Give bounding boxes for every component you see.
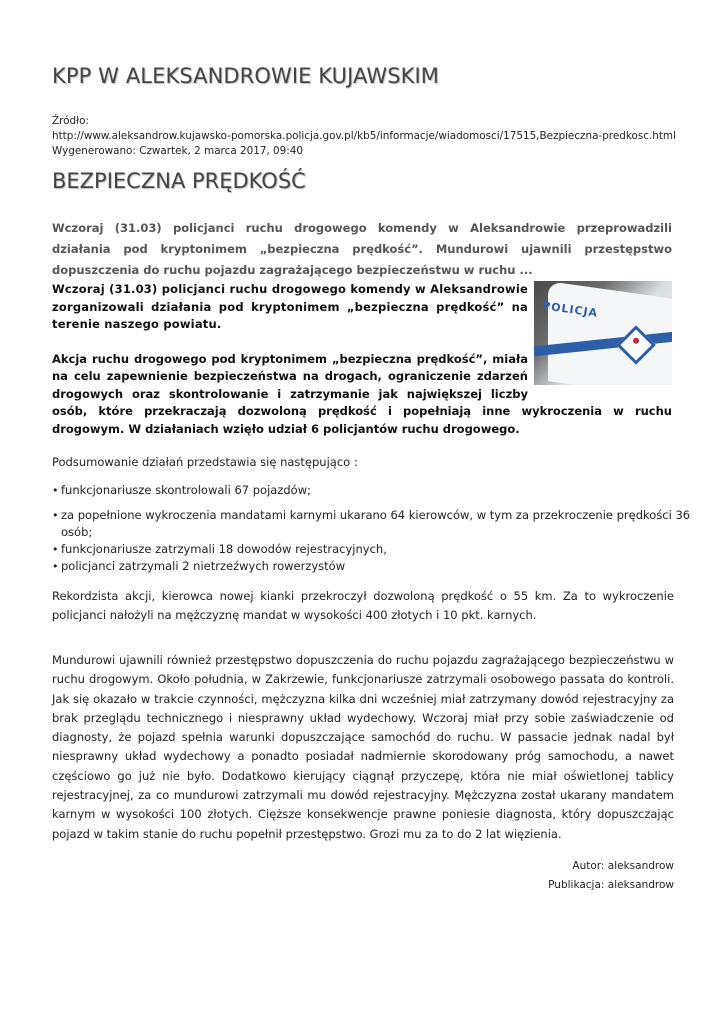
source-label: Źródło: [52,115,89,127]
list-item: • policjanci zatrzymali 2 nietrzeźwych rowerzystów [52,558,692,575]
record-paragraph: Rekordzista akcji, kierowca nowej kianki przekroczył dozwoloną prędkość o 55 km. Za to wykroczenie policjanci nałożyli na mężczyznę mandat w wysokości 400 złotych i 10 pkt. karnych. [52,589,674,622]
police-car-photo: POLICJA [534,281,672,385]
list-item: • funkcjonariusze zatrzymali 18 dowodów rejestracyjnych, [52,541,692,558]
source-url[interactable]: http://www.aleksandrow.kujawsko-pomorska.policja.gov.pl/kb5/informacje/wiadomosci/17515,Bezpieczna-predkosc.html [52,130,676,142]
intro-section [52,281,672,438]
stats-list [52,482,692,575]
intro-paragraph-1: Wczoraj (31.03) policjanci ruchu drogowego komendy w Aleksandrowie zorganizowali działania pod kryptonimem „bezpieczna prędkość” na terenie naszego powiatu. [52,282,528,331]
article-title: BEZPIECZNA PRĘDKOŚĆ [52,169,306,193]
publication-line: Publikacja: aleksandrow [548,879,674,891]
summary-intro: Podsumowanie działań przedstawia się następująco : [52,455,358,469]
source-meta [52,114,692,159]
generated-date: Wygenerowano: Czwartek, 2 marca 2017, 09:40 [52,145,303,157]
site-title: KPP W ALEKSANDROWIE KUJAWSKIM [52,64,440,88]
list-item: • funkcjonariusze skontrolowali 67 pojazdów; [52,482,692,499]
author-line: Autor: aleksandrow [572,860,674,872]
main-paragraph: Mundurowi ujawnili również przestępstwo dopuszczenia do ruchu pojazdu zagrażającego bezpieczeństwu w ruchu drogowym. Około południa, w Zakrzewie, funkcjonariusze zatrzymali osobowego passata do kontroli. Jak się okazało w trakcie czynności, mężczyzna kilka dni wcześniej miał zatrzymany dowód rejestracyjny za brak przeglądu technicznego i niesprawny układ wydechowy. Wczoraj miał przy sobie zaświadczenie od diagnosty, że pojazd spełnia warunki dopuszczające samochód do ruchu. W passacie jednak nadal był niesprawny układ wydechowy a ponadto posiadał nadmiernie skorodowany próg samochodu, a nawet częściowo go już nie było. Dodatkowo kierujący ciągnął przyczepę, która nie miał oświetlonej tablicy rejestracyjnej, za co mundurowi zatrzymali mu dowód rejestracyjny. Mężczyzna został ukarany mandatem karnym w wysokości 100 złotych. Cięższe konsekwencje prawne poniesie diagnosta, który dopuszczając pojazd w takim stanie do ruchu popełnił przestępstwo. Grozi mu za to do 2 lat więzienia. [52,653,674,841]
list-item: • za popełnione wykroczenia mandatami karnymi ukarano 64 kierowców, w tym za przekroczenie prędkości 36 osób; [52,507,692,541]
article-footer [548,857,674,895]
intro-paragraph-2: Akcja ruchu drogowego pod kryptonimem „bezpieczna prędkość”, miała na celu zapewnienie bezpieczeństwa na drogach, ograniczenie zdarzeń drogowych oraz skontrolowanie i zatrzymanie jak największej liczby osób, które przekraczają dozwoloną prędkość i popełniają inne wykroczenia w ruchu drogowym. W działaniach wzięło udział 6 policjantów ruchu drogowego. [52,351,672,436]
article-lead: Wczoraj (31.03) policjanci ruchu drogowego komendy w Aleksandrowie przeprowadzili działania pod kryptonimem „bezpieczna prędkość”. Mundurowi ujawnili przestępstwo dopuszczenia do ruchu pojazdu zagrażającego bezpieczeństwu w ruchu ... [52,221,672,277]
